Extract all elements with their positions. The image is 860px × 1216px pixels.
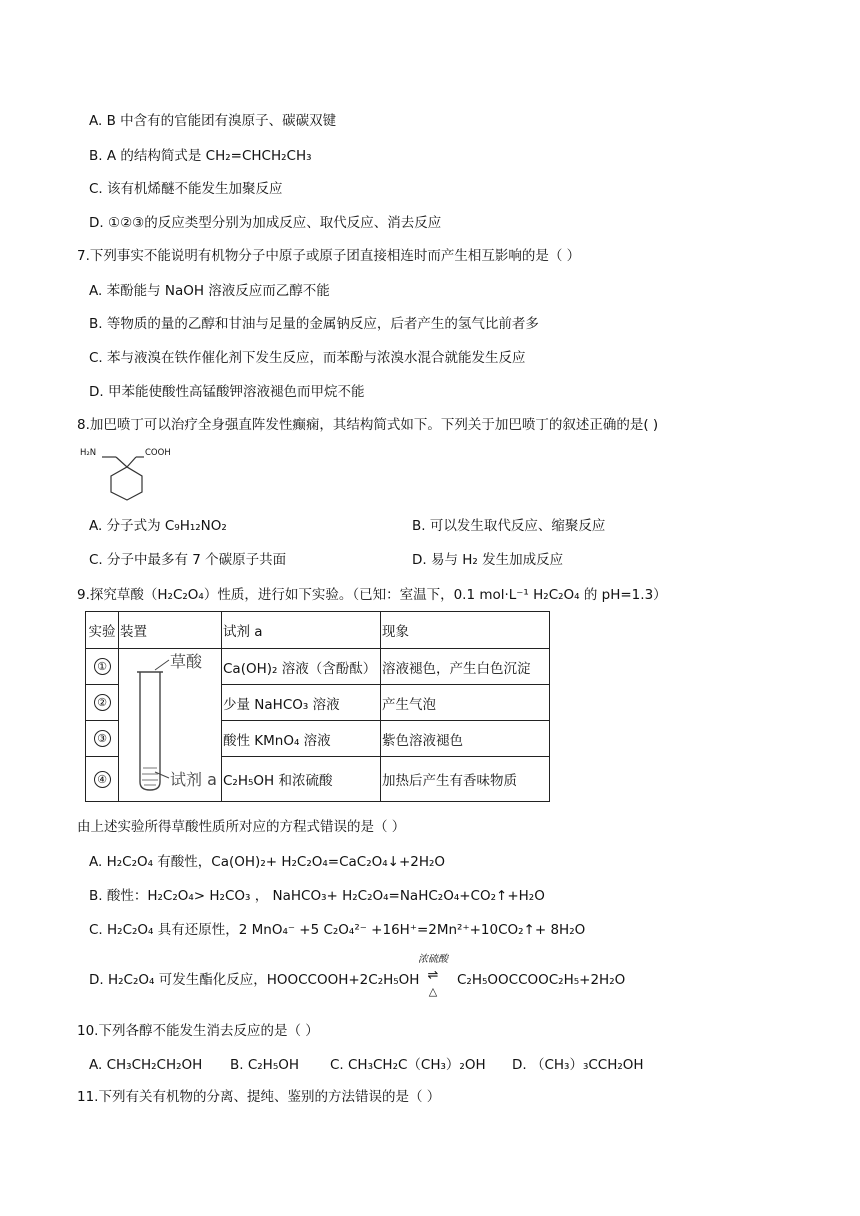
gabapentin-structure [78, 444, 188, 504]
reagent-cell: 酸性 KMnO₄ 溶液 [222, 721, 381, 757]
q10-option-a: A. CH₃CH₂CH₂OH [89, 1057, 203, 1073]
table-row [86, 649, 550, 685]
condition-heat: △ [428, 985, 438, 998]
q10-option-d: D. （CH₃）₃CCH₂OH [512, 1057, 644, 1073]
q9-follow-up: 由上述实验所得草酸性质所对应的方程式错误的是（ ） [77, 819, 406, 835]
q9-option-a: A. H₂C₂O₄ 有酸性，Ca(OH)₂+ H₂C₂O₄=CaC₂O₄↓+2H₂O [89, 854, 446, 870]
phenomenon-cell: 紫色溶液褪色 [381, 721, 550, 757]
header-experiment: 实验 [86, 612, 119, 649]
apparatus-label-reagent: 试剂 a [170, 770, 217, 789]
header-phenomenon: 现象 [381, 612, 550, 649]
q11-stem: 11.下列有关有机物的分离、提纯、鉴别的方法错误的是（ ） [77, 1089, 441, 1105]
q9-option-d-right: C₂H₅OOCCOOC₂H₅+2H₂O [457, 972, 626, 988]
q8-option-a: A. 分子式为 C₉H₁₂NO₂ [89, 518, 227, 534]
q10-stem: 10.下列各醇不能发生消去反应的是（ ） [77, 1023, 319, 1039]
structure-label-amine: H₂N [80, 448, 97, 458]
q7-option-d: D. 甲苯能使酸性高锰酸钾溶液褪色而甲烷不能 [89, 384, 365, 400]
q9-option-c: C. H₂C₂O₄ 具有还原性，2 MnO₄⁻ +5 C₂O₄²⁻ +16H⁺=2Mn²⁺+10CO₂↑+ 8H₂O [89, 922, 586, 938]
phenomenon-cell: 溶液褪色，产生白色沉淀 [381, 649, 550, 685]
q6-option-b: B. A 的结构简式是 CH₂=CHCH₂CH₃ [89, 148, 312, 164]
q9-option-d-left: D. H₂C₂O₄ 可发生酯化反应，HOOCCOOH+2C₂H₅OH [89, 972, 420, 988]
reagent-cell: Ca(OH)₂ 溶液（含酚酞） [222, 649, 381, 685]
experiment-table [85, 611, 550, 802]
q8-option-b: B. 可以发生取代反应、缩聚反应 [412, 518, 606, 534]
phenomenon-cell: 加热后产生有香味物质 [381, 757, 550, 802]
q7-option-a: A. 苯酚能与 NaOH 溶液反应而乙醇不能 [89, 283, 330, 299]
q8-option-c: C. 分子中最多有 7 个碳原子共面 [89, 552, 287, 568]
phenomenon-cell: 产生气泡 [381, 685, 550, 721]
reaction-condition [410, 952, 456, 1000]
q6-option-c: C. 该有机烯醚不能发生加聚反应 [89, 181, 283, 197]
q9-stem: 9.探究草酸（H₂C₂O₄）性质，进行如下实验。（已知：室温下，0.1 mol·L⁻¹ H₂C₂O₄ 的 pH=1.3） [77, 587, 667, 603]
q7-stem: 7.下列事实不能说明有机物分子中原子或原子团直接相连时而产生相互影响的是（ ） [77, 248, 581, 264]
equilibrium-arrow: ⇌ [427, 968, 439, 983]
q6-option-d: D. ①②③的反应类型分别为加成反应、取代反应、消去反应 [89, 215, 442, 231]
q9-option-b: B. 酸性：H₂C₂O₄> H₂CO₃ ， NaHCO₃+ H₂C₂O₄=NaHC₂O₄+CO₂↑+H₂O [89, 888, 545, 904]
apparatus-cell [119, 649, 222, 802]
reagent-cell: C₂H₅OH 和浓硫酸 [222, 757, 381, 802]
q6-option-a: A. B 中含有的官能团有溴原子、碳碳双键 [89, 113, 337, 129]
header-reagent: 试剂 a [222, 612, 381, 649]
q10-option-b: B. C₂H₅OH [230, 1057, 300, 1073]
row-number: ④ [94, 771, 111, 788]
condition-catalyst: 浓硫酸 [418, 954, 448, 965]
row-number: ② [94, 694, 111, 711]
q8-stem: 8.加巴喷丁可以治疗全身强直阵发性癫痫，其结构简式如下。下列关于加巴喷丁的叙述正确的是( ) [77, 417, 659, 433]
row-number: ① [94, 658, 111, 675]
q10-option-c: C. CH₃CH₂C（CH₃）₂OH [330, 1057, 486, 1073]
reagent-cell: 少量 NaHCO₃ 溶液 [222, 685, 381, 721]
row-number: ③ [94, 730, 111, 747]
q7-option-b: B. 等物质的量的乙醇和甘油与足量的金属钠反应，后者产生的氢气比前者多 [89, 316, 539, 332]
header-apparatus: 装置 [119, 612, 222, 649]
apparatus-label-oxalic: 草酸 [170, 652, 203, 671]
q7-option-c: C. 苯与液溴在铁作催化剂下发生反应，而苯酚与浓溴水混合就能发生反应 [89, 350, 526, 366]
q8-option-d: D. 易与 H₂ 发生加成反应 [412, 552, 564, 568]
table-header-row [86, 612, 550, 649]
structure-label-carboxyl: COOH [145, 448, 171, 458]
